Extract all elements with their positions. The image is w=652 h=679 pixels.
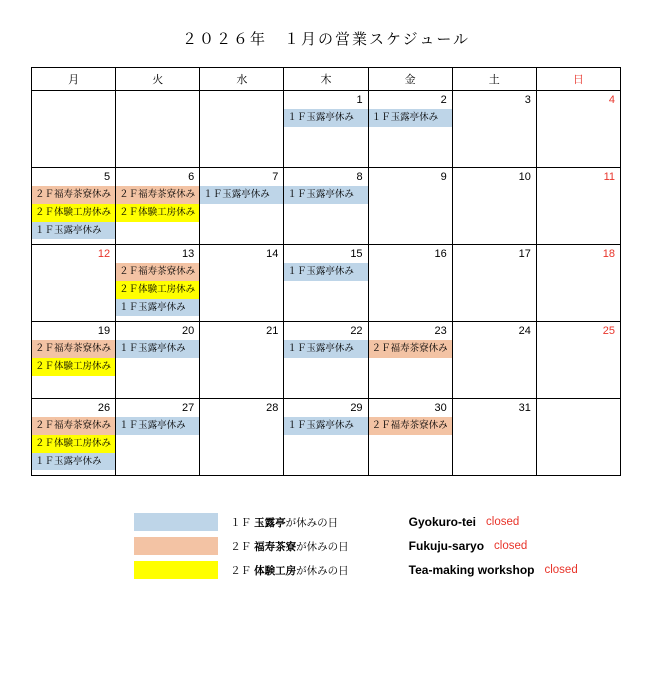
day-number: 12 bbox=[97, 248, 111, 260]
closure-event-gyokuro: １Ｆ玉露亭休み bbox=[284, 263, 367, 281]
calendar-day-cell[interactable] bbox=[116, 168, 200, 245]
day-number: 7 bbox=[272, 171, 279, 183]
day-number: 31 bbox=[518, 402, 531, 414]
day-number bbox=[537, 399, 620, 403]
closure-event-workshop: ２Ｆ体験工房休み bbox=[32, 204, 115, 222]
day-number: 26 bbox=[97, 402, 111, 414]
weekday-header-cell: 火 bbox=[116, 68, 200, 91]
calendar-day-cell[interactable] bbox=[536, 322, 620, 399]
legend-shop-name-jp: 福寿茶寮 bbox=[254, 540, 297, 553]
day-events bbox=[284, 417, 367, 435]
calendar-day-cell[interactable] bbox=[200, 168, 284, 245]
calendar-header bbox=[32, 68, 621, 91]
calendar-day-cell[interactable] bbox=[116, 245, 200, 322]
legend-color-swatch-fukuju bbox=[134, 537, 218, 555]
legend-status-en: closed bbox=[494, 540, 528, 552]
day-events bbox=[284, 186, 367, 204]
calendar-day-cell[interactable] bbox=[200, 245, 284, 322]
calendar-day-cell[interactable] bbox=[368, 91, 452, 168]
day-number: 17 bbox=[518, 248, 531, 260]
calendar-day-cell[interactable] bbox=[32, 91, 116, 168]
day-number: 13 bbox=[182, 248, 195, 260]
legend-floor: ２Ｆ bbox=[230, 564, 252, 577]
legend-label-jp bbox=[230, 539, 348, 554]
calendar-day-cell[interactable] bbox=[368, 399, 452, 476]
day-number: 25 bbox=[602, 325, 615, 337]
legend-shop-name-en: Tea-making workshop bbox=[408, 563, 535, 577]
day-number: 22 bbox=[350, 325, 363, 337]
day-number: 28 bbox=[266, 402, 279, 414]
closure-event-fukuju: ２Ｆ福寿茶寮休み bbox=[32, 340, 115, 358]
day-number: 8 bbox=[356, 171, 363, 183]
closure-event-gyokuro: １Ｆ玉露亭休み bbox=[284, 109, 367, 127]
closure-event-gyokuro: １Ｆ玉露亭休み bbox=[32, 222, 115, 240]
legend-shop-name-en: Fukuju-saryo bbox=[408, 539, 485, 553]
calendar-day-cell[interactable] bbox=[368, 245, 452, 322]
legend-shop-name-jp: 体験工房 bbox=[254, 564, 297, 577]
legend-floor: １Ｆ bbox=[230, 516, 252, 529]
calendar-day-cell[interactable] bbox=[452, 245, 536, 322]
closure-event-gyokuro: １Ｆ玉露亭休み bbox=[116, 417, 199, 435]
legend-status-en: closed bbox=[486, 516, 520, 528]
calendar-body bbox=[32, 91, 621, 476]
closure-event-gyokuro: １Ｆ玉露亭休み bbox=[284, 417, 367, 435]
legend-row-en bbox=[409, 510, 578, 534]
day-number: 15 bbox=[350, 248, 363, 260]
calendar-day-cell[interactable] bbox=[116, 399, 200, 476]
calendar-week-row bbox=[32, 322, 621, 399]
calendar-day-cell[interactable] bbox=[368, 168, 452, 245]
calendar-week-row bbox=[32, 168, 621, 245]
day-events bbox=[116, 186, 199, 222]
weekday-header-row bbox=[32, 68, 621, 91]
calendar-day-cell[interactable] bbox=[284, 399, 368, 476]
closure-event-workshop: ２Ｆ体験工房休み bbox=[32, 358, 115, 376]
legend-shop-name-en: Gyokuro-tei bbox=[408, 515, 477, 529]
calendar-day-cell[interactable] bbox=[284, 168, 368, 245]
weekday-header-cell: 日 bbox=[536, 68, 620, 91]
calendar-day-cell[interactable] bbox=[452, 91, 536, 168]
calendar-day-cell[interactable] bbox=[284, 91, 368, 168]
day-events bbox=[116, 417, 199, 435]
day-number: 3 bbox=[524, 94, 531, 106]
calendar-week-row bbox=[32, 91, 621, 168]
legend-color-swatch-gyokuro bbox=[134, 513, 218, 531]
legend-color-swatch-workshop bbox=[134, 561, 218, 579]
day-events bbox=[284, 263, 367, 281]
weekday-header-cell: 月 bbox=[32, 68, 116, 91]
calendar-day-cell[interactable] bbox=[368, 322, 452, 399]
calendar-day-cell[interactable] bbox=[452, 168, 536, 245]
legend-suffix-jp: が休みの日 bbox=[285, 516, 339, 529]
calendar-day-cell[interactable] bbox=[536, 399, 620, 476]
day-number: 11 bbox=[603, 171, 615, 183]
legend-swatch-column bbox=[134, 510, 348, 582]
day-number: 24 bbox=[518, 325, 531, 337]
legend-row-en bbox=[409, 558, 578, 582]
calendar-day-cell[interactable] bbox=[200, 91, 284, 168]
day-number: 21 bbox=[266, 325, 279, 337]
calendar-day-cell[interactable] bbox=[200, 322, 284, 399]
day-events bbox=[116, 263, 199, 316]
legend-row bbox=[134, 510, 348, 534]
legend-row bbox=[134, 534, 348, 558]
closure-event-fukuju: ２Ｆ福寿茶寮休み bbox=[369, 417, 452, 435]
day-number: 1 bbox=[356, 94, 363, 106]
closure-event-gyokuro: １Ｆ玉露亭休み bbox=[116, 299, 199, 317]
day-events bbox=[369, 340, 452, 358]
day-events bbox=[200, 186, 283, 204]
calendar-day-cell[interactable] bbox=[32, 168, 116, 245]
calendar-day-cell[interactable] bbox=[32, 245, 116, 322]
day-number: 29 bbox=[350, 402, 363, 414]
day-number bbox=[200, 91, 283, 95]
day-events bbox=[284, 340, 367, 358]
closure-event-fukuju: ２Ｆ福寿茶寮休み bbox=[116, 263, 199, 281]
day-number: 23 bbox=[434, 325, 447, 337]
day-events bbox=[284, 109, 367, 127]
schedule-calendar bbox=[31, 67, 621, 476]
day-events bbox=[369, 417, 452, 435]
day-events bbox=[369, 109, 452, 127]
legend-label-jp bbox=[230, 515, 338, 530]
legend-row bbox=[134, 558, 348, 582]
calendar-day-cell[interactable] bbox=[536, 245, 620, 322]
day-number: 16 bbox=[434, 248, 447, 260]
calendar-day-cell[interactable] bbox=[116, 91, 200, 168]
legend-suffix-jp: が休みの日 bbox=[296, 540, 349, 553]
closure-event-gyokuro: １Ｆ玉露亭休み bbox=[284, 340, 367, 358]
legend-shop-name-jp: 玉露亭 bbox=[254, 516, 286, 529]
closure-event-workshop: ２Ｆ体験工房休み bbox=[32, 435, 115, 453]
legend-row-en bbox=[409, 534, 578, 558]
closure-event-gyokuro: １Ｆ玉露亭休み bbox=[284, 186, 367, 204]
calendar-day-cell[interactable] bbox=[284, 245, 368, 322]
day-number bbox=[32, 91, 115, 95]
closure-event-workshop: ２Ｆ体験工房休み bbox=[116, 281, 199, 299]
legend-floor: ２Ｆ bbox=[230, 540, 252, 553]
page-title: ２０２６年 １月の営業スケジュール bbox=[181, 31, 471, 48]
legend-status-en: closed bbox=[544, 564, 578, 576]
legend-english-column bbox=[383, 510, 578, 582]
day-number: 27 bbox=[182, 402, 195, 414]
closure-event-gyokuro: １Ｆ玉露亭休み bbox=[116, 340, 199, 358]
legend bbox=[31, 510, 621, 582]
closure-event-fukuju: ２Ｆ福寿茶寮休み bbox=[32, 417, 115, 435]
calendar-week-row bbox=[32, 245, 621, 322]
closure-event-gyokuro: １Ｆ玉露亭休み bbox=[32, 453, 115, 471]
weekday-header-cell: 土 bbox=[452, 68, 536, 91]
calendar-day-cell[interactable] bbox=[284, 322, 368, 399]
closure-event-gyokuro: １Ｆ玉露亭休み bbox=[200, 186, 283, 204]
calendar-day-cell[interactable] bbox=[536, 91, 620, 168]
calendar-day-cell[interactable] bbox=[452, 399, 536, 476]
closure-event-fukuju: ２Ｆ福寿茶寮休み bbox=[32, 186, 115, 204]
day-number: 4 bbox=[608, 94, 615, 106]
closure-event-gyokuro: １Ｆ玉露亭休み bbox=[369, 109, 452, 127]
day-number: 9 bbox=[440, 171, 447, 183]
day-number: 20 bbox=[182, 325, 195, 337]
day-events bbox=[32, 417, 115, 470]
weekday-header-cell: 木 bbox=[284, 68, 368, 91]
calendar-week-row bbox=[32, 399, 621, 476]
calendar-day-cell[interactable] bbox=[32, 399, 116, 476]
day-events bbox=[116, 340, 199, 358]
day-events bbox=[32, 186, 115, 239]
day-number bbox=[116, 91, 199, 95]
day-events bbox=[32, 340, 115, 376]
closure-event-fukuju: ２Ｆ福寿茶寮休み bbox=[369, 340, 452, 358]
legend-suffix-jp: が休みの日 bbox=[296, 564, 349, 577]
day-number: 18 bbox=[602, 248, 615, 260]
day-number: 14 bbox=[266, 248, 279, 260]
closure-event-fukuju: ２Ｆ福寿茶寮休み bbox=[116, 186, 199, 204]
day-number: 30 bbox=[434, 402, 447, 414]
day-number: 10 bbox=[518, 171, 531, 183]
weekday-header-cell: 金 bbox=[368, 68, 452, 91]
day-number: 19 bbox=[97, 325, 111, 337]
calendar-day-cell[interactable] bbox=[452, 322, 536, 399]
calendar-day-cell[interactable] bbox=[32, 322, 116, 399]
calendar-day-cell[interactable] bbox=[116, 322, 200, 399]
legend-label-jp bbox=[230, 563, 348, 578]
calendar-day-cell[interactable] bbox=[536, 168, 620, 245]
day-number: 6 bbox=[188, 171, 195, 183]
closure-event-workshop: ２Ｆ体験工房休み bbox=[116, 204, 199, 222]
weekday-header-cell: 水 bbox=[200, 68, 284, 91]
day-number: 5 bbox=[104, 171, 111, 183]
day-number: 2 bbox=[440, 94, 447, 106]
calendar-day-cell[interactable] bbox=[200, 399, 284, 476]
